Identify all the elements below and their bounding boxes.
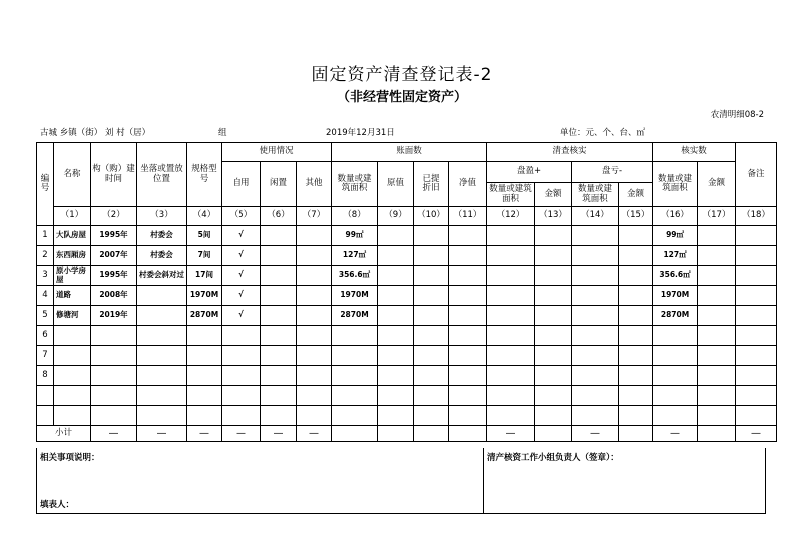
cell-spec: 5间	[187, 226, 222, 246]
cell-vqty: 2870M	[653, 306, 698, 326]
footer-box	[36, 448, 766, 514]
cell-name: 大队房屋	[54, 226, 91, 246]
table-cell	[297, 266, 332, 286]
table-cell	[297, 306, 332, 326]
table-cell	[332, 326, 378, 346]
cell-loc	[137, 286, 187, 306]
table-cell	[414, 286, 449, 306]
cell-qty: 99㎡	[332, 226, 378, 246]
col-name: 名称	[54, 143, 91, 207]
table-row	[37, 226, 777, 246]
col-index: （9）	[378, 207, 414, 226]
cell-year: 2007年	[91, 246, 137, 266]
table-cell	[619, 266, 653, 286]
table-cell	[653, 366, 698, 386]
table-cell	[572, 246, 619, 266]
table-cell	[572, 366, 619, 386]
cell-year: 2019年	[91, 306, 137, 326]
col-seq: 编号	[37, 143, 54, 226]
table-cell	[222, 346, 261, 366]
table-cell	[261, 406, 297, 426]
table-cell	[449, 266, 487, 286]
subtotal-dash: —	[653, 426, 698, 442]
table-cell	[736, 366, 777, 386]
data-rows	[37, 226, 777, 426]
table-cell	[736, 226, 777, 246]
col-surplus-qty: 数量或建筑面积	[487, 183, 535, 207]
form-code: 农清明细08-2	[710, 110, 764, 120]
table-row	[37, 306, 777, 326]
cell-spec: 1970M	[187, 286, 222, 306]
table-cell	[54, 386, 91, 406]
table-cell	[54, 326, 91, 346]
table-cell	[698, 286, 736, 306]
table-cell	[91, 386, 137, 406]
col-spec: 规格型号	[187, 143, 222, 207]
table-cell	[91, 346, 137, 366]
row-number	[37, 386, 54, 406]
col-index: （10）	[414, 207, 449, 226]
table-cell	[736, 326, 777, 346]
table-cell	[378, 346, 414, 366]
subtotal-label: 小计	[37, 426, 91, 442]
subtotal-dash: —	[487, 426, 535, 442]
table-cell	[414, 306, 449, 326]
table-cell	[222, 326, 261, 346]
table-cell	[297, 406, 332, 426]
table-cell	[137, 366, 187, 386]
table-cell	[572, 226, 619, 246]
table-row	[37, 286, 777, 306]
table-cell	[535, 286, 572, 306]
table-cell	[449, 366, 487, 386]
col-index: （3）	[137, 207, 187, 226]
table-cell	[222, 386, 261, 406]
table-cell	[572, 286, 619, 306]
cell-vqty: 99㎡	[653, 226, 698, 246]
cell-self: √	[222, 266, 261, 286]
table-cell	[414, 366, 449, 386]
col-index: （17）	[698, 207, 736, 226]
table-cell	[698, 406, 736, 426]
subtotal-dash: —	[91, 426, 137, 442]
table-cell	[653, 346, 698, 366]
table-cell	[414, 406, 449, 426]
table-cell	[414, 326, 449, 346]
cell-self: √	[222, 226, 261, 246]
table-cell	[487, 366, 535, 386]
table-cell	[535, 386, 572, 406]
table-cell	[187, 386, 222, 406]
table-cell	[619, 406, 653, 426]
cell-qty: 127㎡	[332, 246, 378, 266]
table-cell	[137, 326, 187, 346]
table-cell	[487, 346, 535, 366]
table-cell	[297, 226, 332, 246]
col-index: （7）	[297, 207, 332, 226]
table-cell	[619, 246, 653, 266]
table-cell	[736, 246, 777, 266]
cell-qty: 1970M	[332, 286, 378, 306]
col-book-net: 净值	[449, 162, 487, 207]
subtotal-dash: —	[261, 426, 297, 442]
form-subtitle: （非经营性固定资产）	[336, 90, 467, 105]
table-cell	[535, 246, 572, 266]
cell-vqty: 1970M	[653, 286, 698, 306]
table-cell	[619, 326, 653, 346]
table-cell	[572, 326, 619, 346]
col-index: （18）	[736, 207, 777, 226]
table-cell	[736, 306, 777, 326]
table-cell	[572, 406, 619, 426]
table-cell	[572, 386, 619, 406]
table-cell	[619, 286, 653, 306]
table-cell	[187, 406, 222, 426]
table-cell	[91, 406, 137, 426]
table-cell	[261, 266, 297, 286]
row-number: 2	[37, 246, 54, 266]
table-cell	[187, 366, 222, 386]
table-cell	[261, 286, 297, 306]
table-cell	[187, 326, 222, 346]
asset-table	[36, 142, 777, 442]
table-cell	[619, 346, 653, 366]
table-cell	[332, 366, 378, 386]
table-cell	[449, 306, 487, 326]
column-index-row	[37, 207, 777, 226]
col-check: 清查核实	[487, 143, 653, 162]
filler-label: 填表人：	[40, 500, 75, 510]
table-cell	[222, 406, 261, 426]
row-number: 3	[37, 266, 54, 286]
table-cell	[698, 366, 736, 386]
table-cell	[487, 226, 535, 246]
table-cell	[619, 386, 653, 406]
col-index: （11）	[449, 207, 487, 226]
cell-qty: 2870M	[332, 306, 378, 326]
table-cell	[261, 366, 297, 386]
table-cell	[619, 366, 653, 386]
table-cell	[91, 366, 137, 386]
header-row-1	[37, 143, 777, 162]
subtotal-cell	[378, 426, 414, 442]
table-cell	[332, 386, 378, 406]
subtotal-dash: —	[297, 426, 332, 442]
subtotal-dash: —	[187, 426, 222, 442]
col-location: 坐落或置放位置	[137, 143, 187, 207]
table-cell	[137, 406, 187, 426]
cell-name: 东西厢房	[54, 246, 91, 266]
col-verified: 核实数	[653, 143, 736, 162]
col-book: 账面数	[332, 143, 487, 162]
table-cell	[572, 266, 619, 286]
col-book-dep: 已提折旧	[414, 162, 449, 207]
table-cell	[449, 286, 487, 306]
subtotal-dash: —	[572, 426, 619, 442]
table-cell	[698, 306, 736, 326]
subtotal-cell	[332, 426, 378, 442]
cell-self: √	[222, 246, 261, 266]
table-cell	[619, 226, 653, 246]
table-cell	[736, 286, 777, 306]
unit-info: 单位：元、个、台、㎡	[560, 128, 646, 138]
cell-spec: 2870M	[187, 306, 222, 326]
table-cell	[261, 226, 297, 246]
col-index: （15）	[619, 207, 653, 226]
table-cell	[414, 246, 449, 266]
table-cell	[414, 266, 449, 286]
col-index: （8）	[332, 207, 378, 226]
cell-self: √	[222, 286, 261, 306]
table-row	[37, 366, 777, 386]
location-info: 古城 乡镇（街） 刘 村（居）	[40, 128, 151, 138]
table-cell	[261, 306, 297, 326]
table-cell	[414, 226, 449, 246]
subtotal-row	[37, 426, 777, 442]
table-cell	[187, 346, 222, 366]
cell-vqty: 356.6㎡	[653, 266, 698, 286]
subtotal-cell	[449, 426, 487, 442]
subtotal-dash: —	[222, 426, 261, 442]
table-cell	[487, 406, 535, 426]
table-cell	[137, 346, 187, 366]
table-cell	[449, 406, 487, 426]
table-cell	[535, 366, 572, 386]
col-verified-amt: 金额	[698, 162, 736, 207]
cell-qty: 356.6㎡	[332, 266, 378, 286]
table-cell	[137, 386, 187, 406]
table-cell	[487, 266, 535, 286]
table-cell	[378, 246, 414, 266]
table-cell	[698, 386, 736, 406]
table-cell	[487, 286, 535, 306]
col-loss: 盘亏-	[572, 162, 653, 183]
col-build-time: 构（购）建时间	[91, 143, 137, 207]
table-cell	[535, 346, 572, 366]
cell-year: 1995年	[91, 226, 137, 246]
table-cell	[653, 326, 698, 346]
col-index: （13）	[535, 207, 572, 226]
table-cell	[698, 246, 736, 266]
row-number: 1	[37, 226, 54, 246]
table-cell	[736, 266, 777, 286]
col-index: （12）	[487, 207, 535, 226]
col-usage-other: 其他	[297, 162, 332, 207]
table-cell	[297, 246, 332, 266]
table-row	[37, 326, 777, 346]
subtotal-dash: —	[137, 426, 187, 442]
table-cell	[487, 326, 535, 346]
table-cell	[261, 326, 297, 346]
table-cell	[736, 386, 777, 406]
table-cell	[698, 346, 736, 366]
col-index: （4）	[187, 207, 222, 226]
cell-loc: 村委会	[137, 246, 187, 266]
table-row	[37, 386, 777, 406]
table-cell	[572, 346, 619, 366]
table-cell	[449, 386, 487, 406]
table-cell	[698, 226, 736, 246]
table-cell	[332, 346, 378, 366]
col-usage-idle: 闲置	[261, 162, 297, 207]
table-cell	[449, 346, 487, 366]
table-cell	[297, 366, 332, 386]
subtotal-cell	[414, 426, 449, 442]
row-number	[37, 406, 54, 426]
table-cell	[653, 406, 698, 426]
table-cell	[698, 326, 736, 346]
col-surplus: 盘盈+	[487, 162, 572, 183]
col-book-qty: 数量或建筑面积	[332, 162, 378, 207]
table-cell	[378, 266, 414, 286]
table-cell	[378, 306, 414, 326]
cell-loc	[137, 306, 187, 326]
row-number: 4	[37, 286, 54, 306]
table-cell	[54, 366, 91, 386]
footer-divider	[483, 448, 484, 513]
table-cell	[332, 406, 378, 426]
table-cell	[297, 386, 332, 406]
report-date: 2019年12月31日	[326, 128, 395, 138]
row-number: 7	[37, 346, 54, 366]
col-usage: 使用情况	[222, 143, 332, 162]
col-loss-qty: 数量或建筑面积	[572, 183, 619, 207]
col-book-orig: 原值	[378, 162, 414, 207]
table-cell	[261, 346, 297, 366]
cell-name: 修塘河	[54, 306, 91, 326]
col-index: （14）	[572, 207, 619, 226]
table-cell	[736, 346, 777, 366]
cell-loc: 村委会	[137, 226, 187, 246]
table-row	[37, 346, 777, 366]
cell-name: 道路	[54, 286, 91, 306]
table-cell	[261, 246, 297, 266]
table-cell	[91, 326, 137, 346]
col-surplus-amt: 金额	[535, 183, 572, 207]
responsible-label: 清产核资工作小组负责人（签章）：	[487, 453, 619, 463]
table-cell	[736, 406, 777, 426]
subtotal-cell	[619, 426, 653, 442]
cell-vqty: 127㎡	[653, 246, 698, 266]
table-cell	[449, 326, 487, 346]
col-index: （6）	[261, 207, 297, 226]
table-cell	[487, 246, 535, 266]
table-cell	[297, 286, 332, 306]
table-cell	[535, 306, 572, 326]
table-cell	[449, 226, 487, 246]
col-remark: 备注	[736, 143, 777, 207]
group-label: 组	[218, 128, 227, 138]
subtotal-cell	[698, 426, 736, 442]
table-cell	[378, 406, 414, 426]
table-cell	[54, 406, 91, 426]
table-cell	[378, 226, 414, 246]
table-cell	[487, 386, 535, 406]
row-number: 8	[37, 366, 54, 386]
col-index: （5）	[222, 207, 261, 226]
form-title: 固定资产清查登记表-2	[311, 65, 493, 85]
table-cell	[653, 386, 698, 406]
table-cell	[297, 326, 332, 346]
table-cell	[414, 346, 449, 366]
table-cell	[297, 346, 332, 366]
table-cell	[222, 366, 261, 386]
col-loss-amt: 金额	[619, 183, 653, 207]
cell-loc: 村委会斜对过	[137, 266, 187, 286]
subtotal-dash: —	[736, 426, 777, 442]
table-cell	[619, 306, 653, 326]
cell-name: 原小学房屋	[54, 266, 91, 286]
table-cell	[572, 306, 619, 326]
subtotal-cell	[535, 426, 572, 442]
table-cell	[378, 366, 414, 386]
row-number: 5	[37, 306, 54, 326]
cell-year: 2008年	[91, 286, 137, 306]
notes-label: 相关事项说明：	[40, 453, 100, 463]
col-usage-self: 自用	[222, 162, 261, 207]
table-cell	[378, 286, 414, 306]
col-index: （2）	[91, 207, 137, 226]
row-number: 6	[37, 326, 54, 346]
table-cell	[449, 246, 487, 266]
table-row	[37, 406, 777, 426]
cell-year: 1995年	[91, 266, 137, 286]
col-index: （1）	[54, 207, 91, 226]
table-cell	[414, 386, 449, 406]
cell-spec: 17间	[187, 266, 222, 286]
table-cell	[535, 266, 572, 286]
table-cell	[54, 346, 91, 366]
table-cell	[487, 306, 535, 326]
cell-spec: 7间	[187, 246, 222, 266]
table-cell	[535, 406, 572, 426]
table-cell	[378, 326, 414, 346]
table-cell	[378, 386, 414, 406]
table-row	[37, 246, 777, 266]
col-index: （16）	[653, 207, 698, 226]
table-cell	[698, 266, 736, 286]
table-cell	[535, 226, 572, 246]
table-cell	[261, 386, 297, 406]
table-row	[37, 266, 777, 286]
cell-self: √	[222, 306, 261, 326]
col-verified-qty: 数量或建筑面积	[653, 162, 698, 207]
table-cell	[535, 326, 572, 346]
